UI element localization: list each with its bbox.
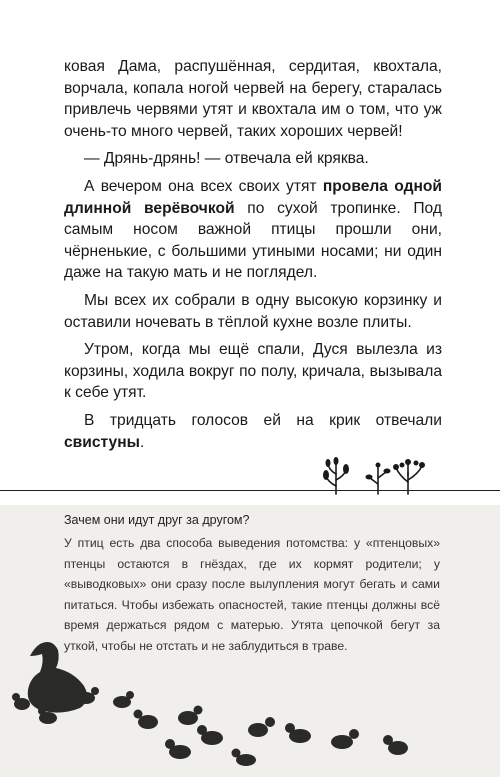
story-paragraph-1: ковая Дама, распушённая, сердитая, квохтала, ворчала, копала ногой червей на берегу, старалась привлечь червями утят и квохтала им о том, что уж очень-то много червей, таких хороших червей! bbox=[64, 58, 442, 140]
info-box-text: У птиц есть два способа выведения потомства: у «птенцовых» птенцы остаются в гнёздах, где их кормят родители; у «выводковых» они сразу после вылупления могут бегать и сами питаться. Чтобы избежать опасностей, такие птенцы должны всё время держаться рядом с матерью. Утята цепочкой бегут за уткой, чтобы не отстать и не заблудиться в траве. bbox=[64, 536, 440, 653]
story-p3-bold: провела одной длинной верёвочкой bbox=[64, 177, 442, 217]
story-p6-bold: свистуны bbox=[64, 433, 140, 451]
section-divider bbox=[0, 490, 500, 491]
story-p3-start: А вечером она всех своих утят bbox=[84, 177, 323, 195]
info-box-title: Зачем они идут друг за другом? bbox=[64, 513, 250, 527]
story-paragraph-4: Мы всех их собрали в одну высокую корзинку и оставили ночевать в тёплой кухне возле плиты. bbox=[64, 291, 442, 331]
story-paragraph-5: Утром, когда мы ещё спали, Дуся вылезла из корзины, ходила вокруг по полу, кричала, вызывала к себе утят. bbox=[64, 341, 442, 402]
story-p6-end: . bbox=[139, 433, 145, 451]
ducks-silhouette-icon bbox=[0, 634, 500, 777]
story-text bbox=[64, 56, 442, 459]
story-p6-start: В тридцать голосов ей на крик отвечали bbox=[84, 411, 442, 429]
story-paragraph-3 bbox=[64, 176, 442, 284]
story-paragraph-6 bbox=[64, 410, 442, 453]
story-p3-end: по сухой тропинке. Под самым носом важной птицы прошли они, чёрненькие, с большими утиными носами; ни один даже на такую мать и не поглядел. bbox=[64, 199, 442, 282]
story-paragraph-2: — Дрянь-дрянь! — отвечала ей кряква. bbox=[84, 150, 369, 168]
